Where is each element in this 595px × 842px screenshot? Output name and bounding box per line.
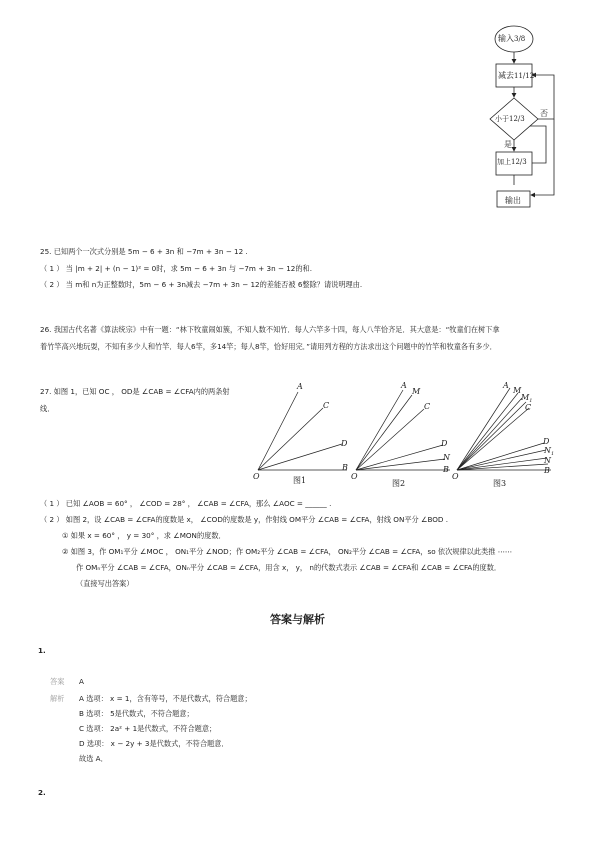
fig3-label-N: N	[544, 456, 551, 465]
fig3-label-O: O	[452, 472, 459, 481]
fig3-caption: 图3	[493, 479, 507, 488]
fig1-label-A: A	[297, 382, 303, 391]
fig1-label-B: B	[342, 463, 348, 472]
flow-step2-text: 加上12/3	[497, 158, 527, 166]
fig3-label-N1: $N_1$	[544, 446, 555, 457]
q27-part2: （ 2 ） 如图 2，设 ∠CAB = ∠CFA的度数是 x， ∠COD的度数是 y，作射线 OM平分 ∠CAB = ∠CFA，射线 ON平分 ∠BOD .	[40, 515, 449, 524]
q27-line1: 27. 如图 1，已知 OC ， OD是 ∠CAB = ∠CFA内的两条射	[40, 387, 230, 396]
answer-label: 答案	[50, 677, 65, 686]
analysis-b: B 选项： 5是代数式，不符合题意；	[79, 709, 194, 718]
fig1-label-O: O	[253, 472, 260, 481]
answer-q2-number: 2.	[38, 788, 46, 797]
fig3-label-M1: $M_1$	[521, 393, 533, 404]
analysis-a: A 选项： x = 1，含有等号，不是代数式，符合题意；	[79, 694, 252, 703]
flow-end-text: 输出	[505, 196, 521, 205]
fig3-label-B: B	[544, 466, 550, 475]
flow-no-label: 否	[540, 109, 548, 118]
analysis-c: C 选项： 2a² + 1是代数式，不符合题意；	[79, 724, 217, 733]
q27-line2: 线．	[40, 404, 55, 413]
flow-start-text: 输入3/8	[498, 34, 526, 43]
fig1-label-D: D	[341, 439, 348, 448]
q27-part2a: ① 如果 x = 60° ， y = 30° ，求 ∠MON的度数．	[62, 531, 226, 540]
q25-line3: （ 2 ） 当 m和 n为正整数时，5m − 6 + 3n减去 −7m + 3n − 12的差能否被 6整除？请说明理由.	[40, 280, 363, 289]
fig2-label-N: N	[443, 453, 450, 462]
q27-part2d: （直接写出答案）	[76, 579, 134, 588]
analysis-conclusion: 故选 A．	[79, 754, 108, 763]
q27-part1: （ 1 ） 已知 ∠AOB = 60° ， ∠COD = 28° ， ∠CAB = ∠CFA，那么 ∠AOC = ______ .	[40, 499, 332, 508]
fig3-label-D: D	[543, 437, 550, 446]
answer-value: A	[79, 677, 84, 686]
fig2-label-O: O	[351, 472, 358, 481]
q26-line1: 26. 我国古代名著《算法统宗》中有一题：“林下牧童闹如簇，不知人数不知竹．每人六竿多十四，每人八竿恰齐足．其大意是：“牧童们在树下拿	[40, 325, 500, 334]
q27-part2c: 作 OMₙ平分 ∠CAB = ∠CFA，ONₙ平分 ∠CAB = ∠CFA，用含 x， y， n的代数式表示 ∠CAB = ∠CFA和 ∠CAB = ∠CFA的度数．	[76, 563, 502, 572]
analysis-label: 解析	[50, 694, 65, 703]
q27-part2b: ② 如图 3，作 OM₁平分 ∠MOC ， ON₁平分 ∠NOD；作 OM₂平分 ∠CAB = ∠CFA， ON₂平分 ∠CAB = ∠CFA，so 依次规律以此类推 ⋯⋯	[62, 547, 513, 556]
analysis-d: D 选项： x − 2y + 3是代数式，不符合题意．	[79, 739, 229, 748]
flow-yes-label: 是	[504, 140, 512, 149]
q25-line1: 25. 已知两个一次式分别是 5m − 6 + 3n 和 −7m + 3n − 12 .	[40, 247, 248, 256]
fig1-caption: 图1	[293, 476, 307, 485]
flow-step1-text: 减去11/12	[498, 71, 535, 80]
fig2-label-D: D	[441, 439, 448, 448]
q25-line2: （ 1 ） 当 |m + 2| + (n − 1)² = 0时，求 5m − 6 + 3n 与 −7m + 3n − 12的和.	[40, 264, 313, 273]
fig2-label-A: A	[401, 381, 407, 390]
q26-line2: 着竹竿高兴地玩耍，不知有多少人和竹竿．每人6竿，多14竿；每人8竿，恰好用完．”请用列方程的方法求出这个问题中的竹竿和牧童各有多少．	[40, 342, 497, 351]
fig3-label-C: C	[525, 403, 532, 412]
fig3-label-M: M	[513, 386, 522, 395]
fig3-label-A: A	[503, 381, 509, 390]
fig2-label-C: C	[424, 402, 431, 411]
fig2-caption: 图2	[392, 479, 406, 488]
fig1-label-C: C	[323, 401, 330, 410]
fig2-label-B: B	[443, 465, 449, 474]
q27-figures	[250, 378, 570, 490]
answer-q1-number: 1.	[38, 646, 46, 655]
flowchart	[470, 20, 595, 220]
answers-heading: 答案与解析	[270, 613, 325, 626]
flow-decision-text: 小于12/3	[495, 115, 525, 123]
fig2-label-M: M	[412, 387, 421, 396]
